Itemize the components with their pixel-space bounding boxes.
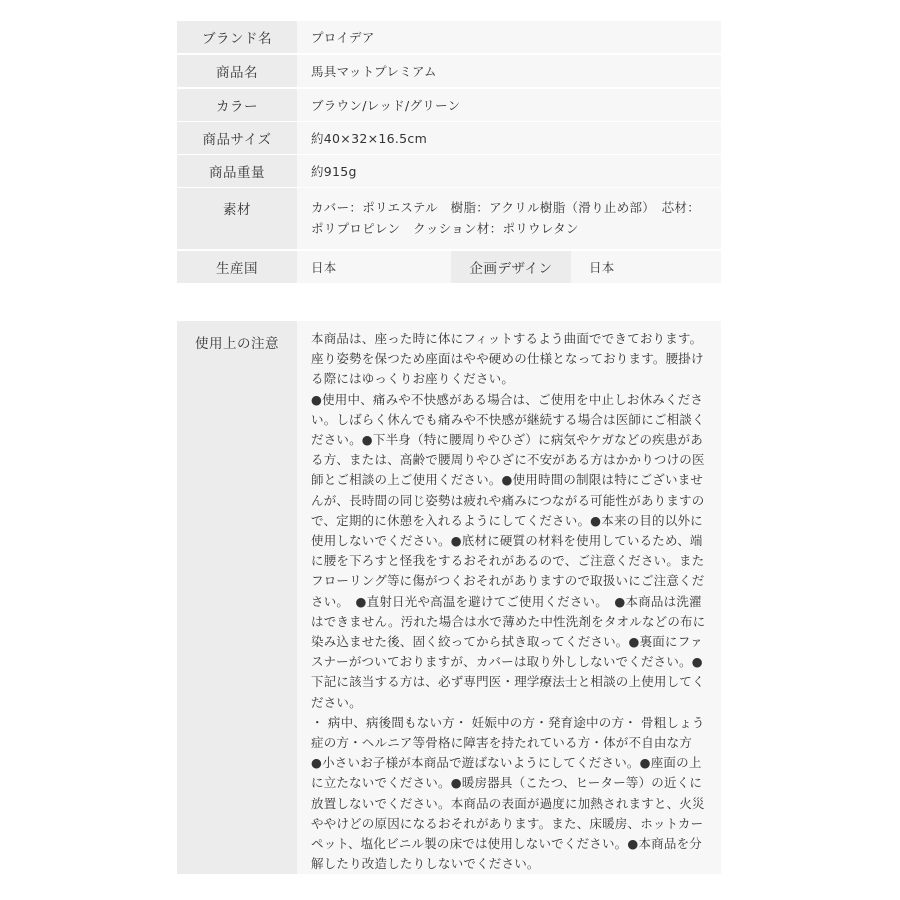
spec-value-weight: 約915g [297,155,721,187]
spec-value-color: ブラウン/レッド/グリーン [297,89,721,121]
usage-notes [177,321,721,874]
spec-value-origin: 日本 [311,260,337,275]
spec-label-material: 素材 [177,188,297,249]
spec-row-weight [177,155,721,187]
spec-label-design: 企画デザイン [451,251,571,283]
spec-row-origin [177,251,721,283]
spec-row-color [177,89,721,121]
usage-note-paragraph: ・ 病中、病後間もない方・ 妊娠中の方・発育途中の方・ 骨粗しょう症の方・ヘルニア等骨格に障害を持たれている方・体が不自由な方 [311,714,705,751]
spec-row-brand [177,21,721,53]
spec-value-brand: プロイデア [297,21,721,53]
spec-label-origin: 生産国 [177,251,297,283]
spec-row-size [177,122,721,154]
spec-label-color: カラー [177,89,297,121]
spec-value-size: 約40×32×16.5cm [297,122,721,154]
spec-value-material: カバー：ポリエステル 樹脂：アクリル樹脂（滑り止め部） 芯材：ポリプロピレン クッション材：ポリウレタン [297,188,721,249]
usage-notes-label: 使用上の注意 [177,321,297,874]
spec-value-origin-group [297,251,721,283]
usage-note-paragraph: ●小さいお子様が本商品で遊ばないようにしてください。●座面の上に立たないでください。●暖房器具（こたつ、ヒーター等）の近くに放置しないでください。本商品の表面が過度に加熱されますと、火災ややけどの原因になるおそれがあります。また、床暖房、ホットカーペット、塩化ビニル製の床では使用しないでください。●本商品を分解したり改造したりしないでください。 [311,755,705,872]
spec-label-weight: 商品重量 [177,155,297,187]
spec-value-product-name: 馬具マットプレミアム [297,55,721,87]
spec-row-material [177,188,721,249]
usage-note-paragraph: 本商品は、座った時に体にフィットするよう曲面でできております。座り姿勢を保つため座面はやや硬めの仕様となっております。腰掛ける際にはゆっくりお座りください。 [311,331,704,387]
usage-notes-body [297,321,721,874]
spec-value-design: 日本 [589,260,615,275]
spec-label-brand: ブランド名 [177,21,297,53]
usage-note-paragraph: ●使用中、痛みや不快感がある場合は、ご使用を中止しお休みください。しばらく休んでも痛みや不快感が継続する場合は医師にご相談ください。●下半身（特に腰周りやひざ）に病気やケガなどの疾患がある方、または、高齢で腰周りやひざに不安がある方はかかりつけの医師とご相談の上ご使用ください。●使用時間の制限は特にございませんが、長時間の同じ姿勢は疲れや痛みにつながる可能性がありますので、定期的に休憩を入れるようにしてください。●本来の目的以外に使用しないでください。●底材に硬質の材料を使用しているため、端に腰を下ろすと怪我をするおそれがあるので、ご注意ください。またフローリング等に傷がつくおそれがありますので取扱いにご注意ください。 ●直射日光や高温を避けてご使用ください。 ●本商品は洗濯はできません。汚れた場合は水で薄めた中性洗剤をタオルなどの布に染み込ませた後、固く絞ってから拭き取ってください。●裏面にファスナーがついておりますが、カバーは取り外ししないでください。●下記に該当する方は、必ず専門医・理学療法士と相談の上使用してください。 [311,391,706,710]
spec-label-product-name: 商品名 [177,55,297,87]
spec-label-size: 商品サイズ [177,122,297,154]
spec-row-product-name [177,55,721,87]
